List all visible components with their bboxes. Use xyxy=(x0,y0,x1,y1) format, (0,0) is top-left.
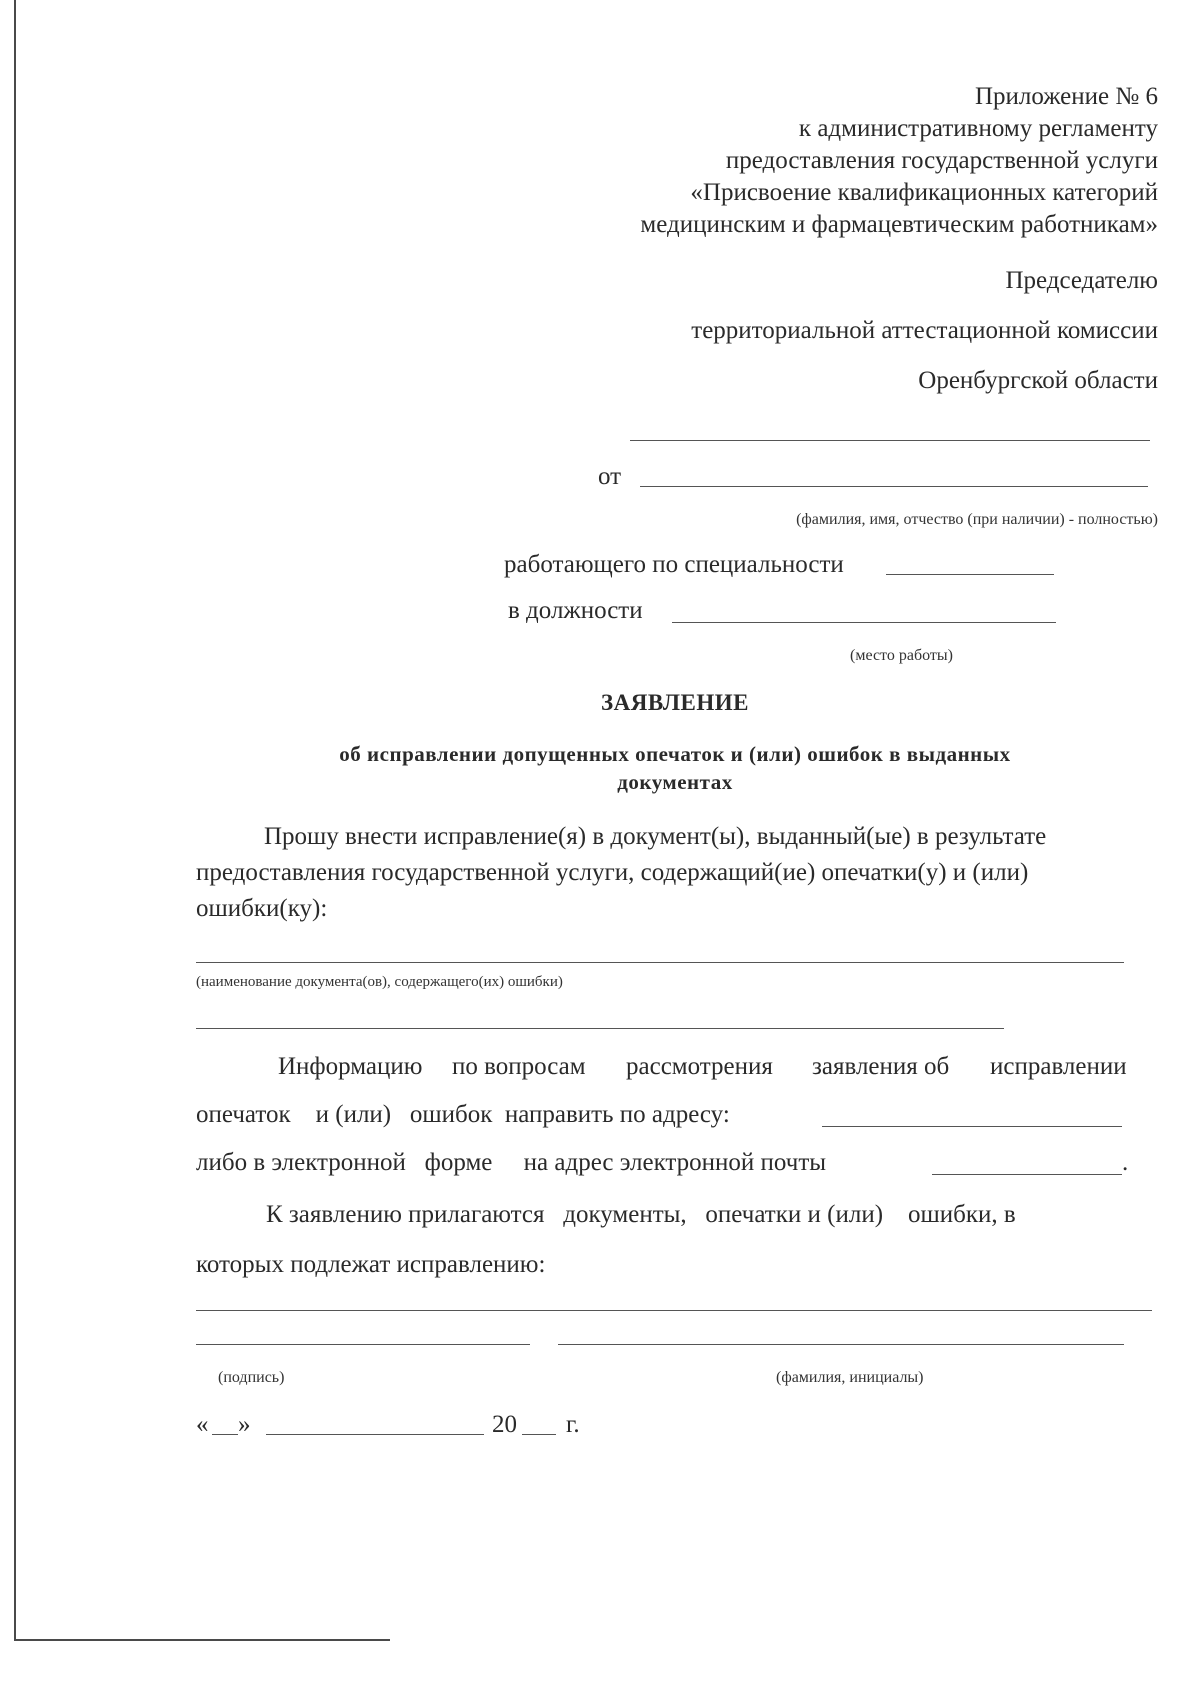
info-word-2: по вопросам xyxy=(452,1053,586,1080)
date-year-prefix: 20 xyxy=(492,1411,517,1438)
position-label: в должности xyxy=(508,597,643,624)
document-subtitle-line2: документах xyxy=(617,770,733,794)
from-label: от xyxy=(598,463,622,490)
date-year-suffix: г. xyxy=(566,1411,580,1438)
scan-border-left xyxy=(14,0,16,1640)
date-day-line[interactable] xyxy=(212,1434,238,1435)
signature-line[interactable] xyxy=(196,1344,530,1345)
appendix-line-title: «Присвоение квалификационных категорий xyxy=(690,179,1158,206)
postal-address-line[interactable] xyxy=(822,1126,1122,1127)
document-title: ЗАЯВЛЕНИЕ xyxy=(601,690,749,715)
addressee-chairman: Председателю xyxy=(1005,267,1158,294)
from-name-line[interactable] xyxy=(640,486,1148,487)
email-period: . xyxy=(1122,1149,1129,1176)
info-word-4: заявления об xyxy=(812,1053,950,1080)
workplace-hint: (место работы) xyxy=(850,647,953,664)
appendix-number: Приложение № 6 xyxy=(974,83,1158,110)
full-name-line[interactable] xyxy=(558,1344,1124,1345)
attachments-line2: которых подлежат исправлению: xyxy=(196,1251,546,1278)
signature-hint: (подпись) xyxy=(218,1369,285,1386)
document-name-line[interactable] xyxy=(196,962,1124,963)
position-line[interactable] xyxy=(672,622,1056,623)
specialty-label: работающего по специальности xyxy=(504,551,844,578)
appendix-line-regulation: к административному регламенту xyxy=(798,115,1158,142)
addressee-region: Оренбургской области xyxy=(918,367,1158,394)
request-line3: ошибки(ку): xyxy=(196,895,328,922)
document-name-hint: (наименование документа(ов), содержащего(их) ошибки) xyxy=(196,974,563,990)
specialty-line[interactable] xyxy=(886,574,1054,575)
date-quote-close: » xyxy=(238,1411,251,1438)
full-name-hint: (фамилия, инициалы) xyxy=(776,1369,924,1386)
request-line1: Прошу внести исправление(я) в документ(ы), выданный(ые) в результате xyxy=(264,823,1047,850)
addressee-blank-line[interactable] xyxy=(630,440,1150,441)
scan-border-bottom xyxy=(14,1639,390,1641)
date-quote-open: « xyxy=(196,1411,209,1438)
date-year-line[interactable] xyxy=(522,1434,556,1435)
info-line3: либо в электронной форме на адрес электронной почты xyxy=(196,1149,827,1176)
document-name-line-2[interactable] xyxy=(196,1028,1004,1029)
email-line[interactable] xyxy=(932,1174,1122,1175)
info-word-1: Информацию xyxy=(278,1053,423,1080)
date-month-line[interactable] xyxy=(266,1434,484,1435)
addressee-commission: территориальной аттестационной комиссии xyxy=(691,317,1158,344)
appendix-line-service: предоставления государственной услуги xyxy=(725,147,1158,174)
info-word-3: рассмотрения xyxy=(626,1053,773,1080)
request-line2: предоставления государственной услуги, содержащий(ие) опечатки(у) и (или) xyxy=(196,859,1029,886)
document-subtitle-line1: об исправлении допущенных опечаток и (или) ошибок в выданных xyxy=(339,742,1011,766)
attachments-line[interactable] xyxy=(196,1310,1152,1311)
info-line2: опечаток и (или) ошибок направить по адресу: xyxy=(196,1101,730,1128)
info-word-5: исправлении xyxy=(990,1053,1127,1080)
appendix-line-title-end: медицинским и фармацевтическим работникам» xyxy=(640,211,1158,238)
attachments-line1: К заявлению прилагаются документы, опечатки и (или) ошибки, в xyxy=(266,1201,1016,1228)
name-hint: (фамилия, имя, отчество (при наличии) - полностью) xyxy=(796,511,1158,528)
